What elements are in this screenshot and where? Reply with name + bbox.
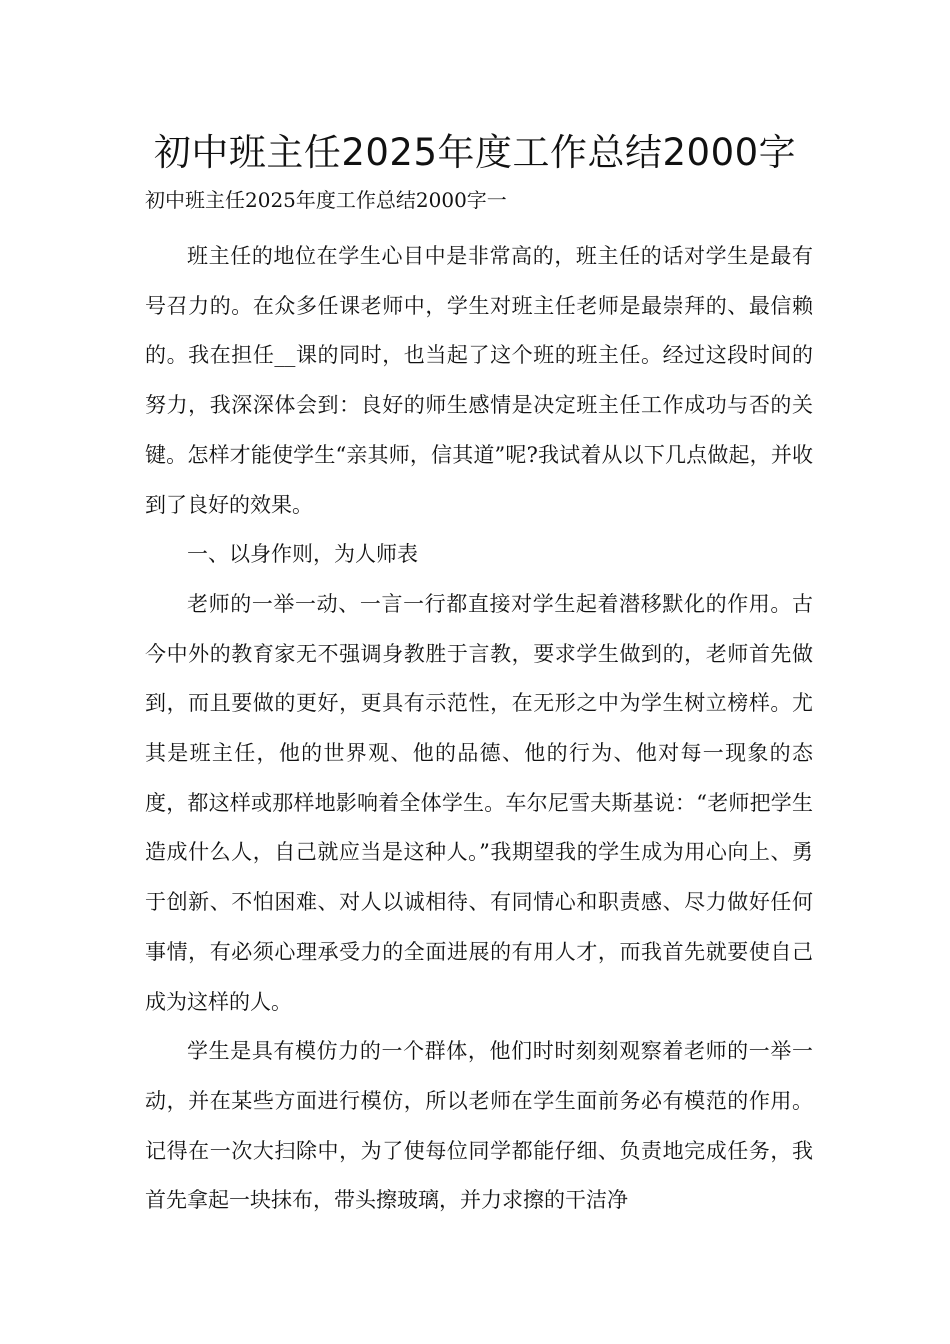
paragraph-imitation: 学生是具有模仿力的一个群体，他们时时刻刻观察着老师的一举一动，并在某些方面进行模仿，所以老师在学生面前务必有模范的作用。记得在一次大扫除中，为了使每位同学都能仔细、负责地完成任务，我首先拿起一块抹布，带头擦玻璃，并力求擦的干洁净 bbox=[145, 1039, 813, 1213]
document-body bbox=[145, 232, 813, 1226]
section-heading: 一、以身作则，为人师表 bbox=[187, 542, 418, 567]
document-title: 初中班主任2025年度工作总结2000字 bbox=[153, 131, 797, 174]
document-subtitle: 初中班主任2025年度工作总结2000字一 bbox=[145, 188, 507, 212]
paragraph-intro: 班主任的地位在学生心目中是非常高的，班主任的话对学生是最有号召力的。在众多任课老师中，学生对班主任老师是最崇拜的、最信赖的。我在担任__课的同时，也当起了这个班的班主任。经过这段时间的努力，我深深体会到：良好的师生感情是决定班主任工作成功与否的关键。怎样才能使学生“亲其师，信其道”呢?我试着从以下几点做起，并收到了良好的效果。 bbox=[145, 244, 813, 517]
paragraph-lead-by-example: 老师的一举一动、一言一行都直接对学生起着潜移默化的作用。古今中外的教育家无不强调身教胜于言教，要求学生做到的，老师首先做到，而且要做的更好，更具有示范性，在无形之中为学生树立榜样。尤其是班主任，他的世界观、他的品德、他的行为、他对每一现象的态度，都这样或那样地影响着全体学生。车尔尼雪夫斯基说：“老师把学生造成什么人，自己就应当是这种人。”我期望我的学生成为用心向上、勇于创新、不怕困难、对人以诚相待、有同情心和职责感、尽力做好任何事情，有必须心理承受力的全面进展的有用人才，而我首先就要使自己成为这样的人。 bbox=[145, 591, 813, 1014]
